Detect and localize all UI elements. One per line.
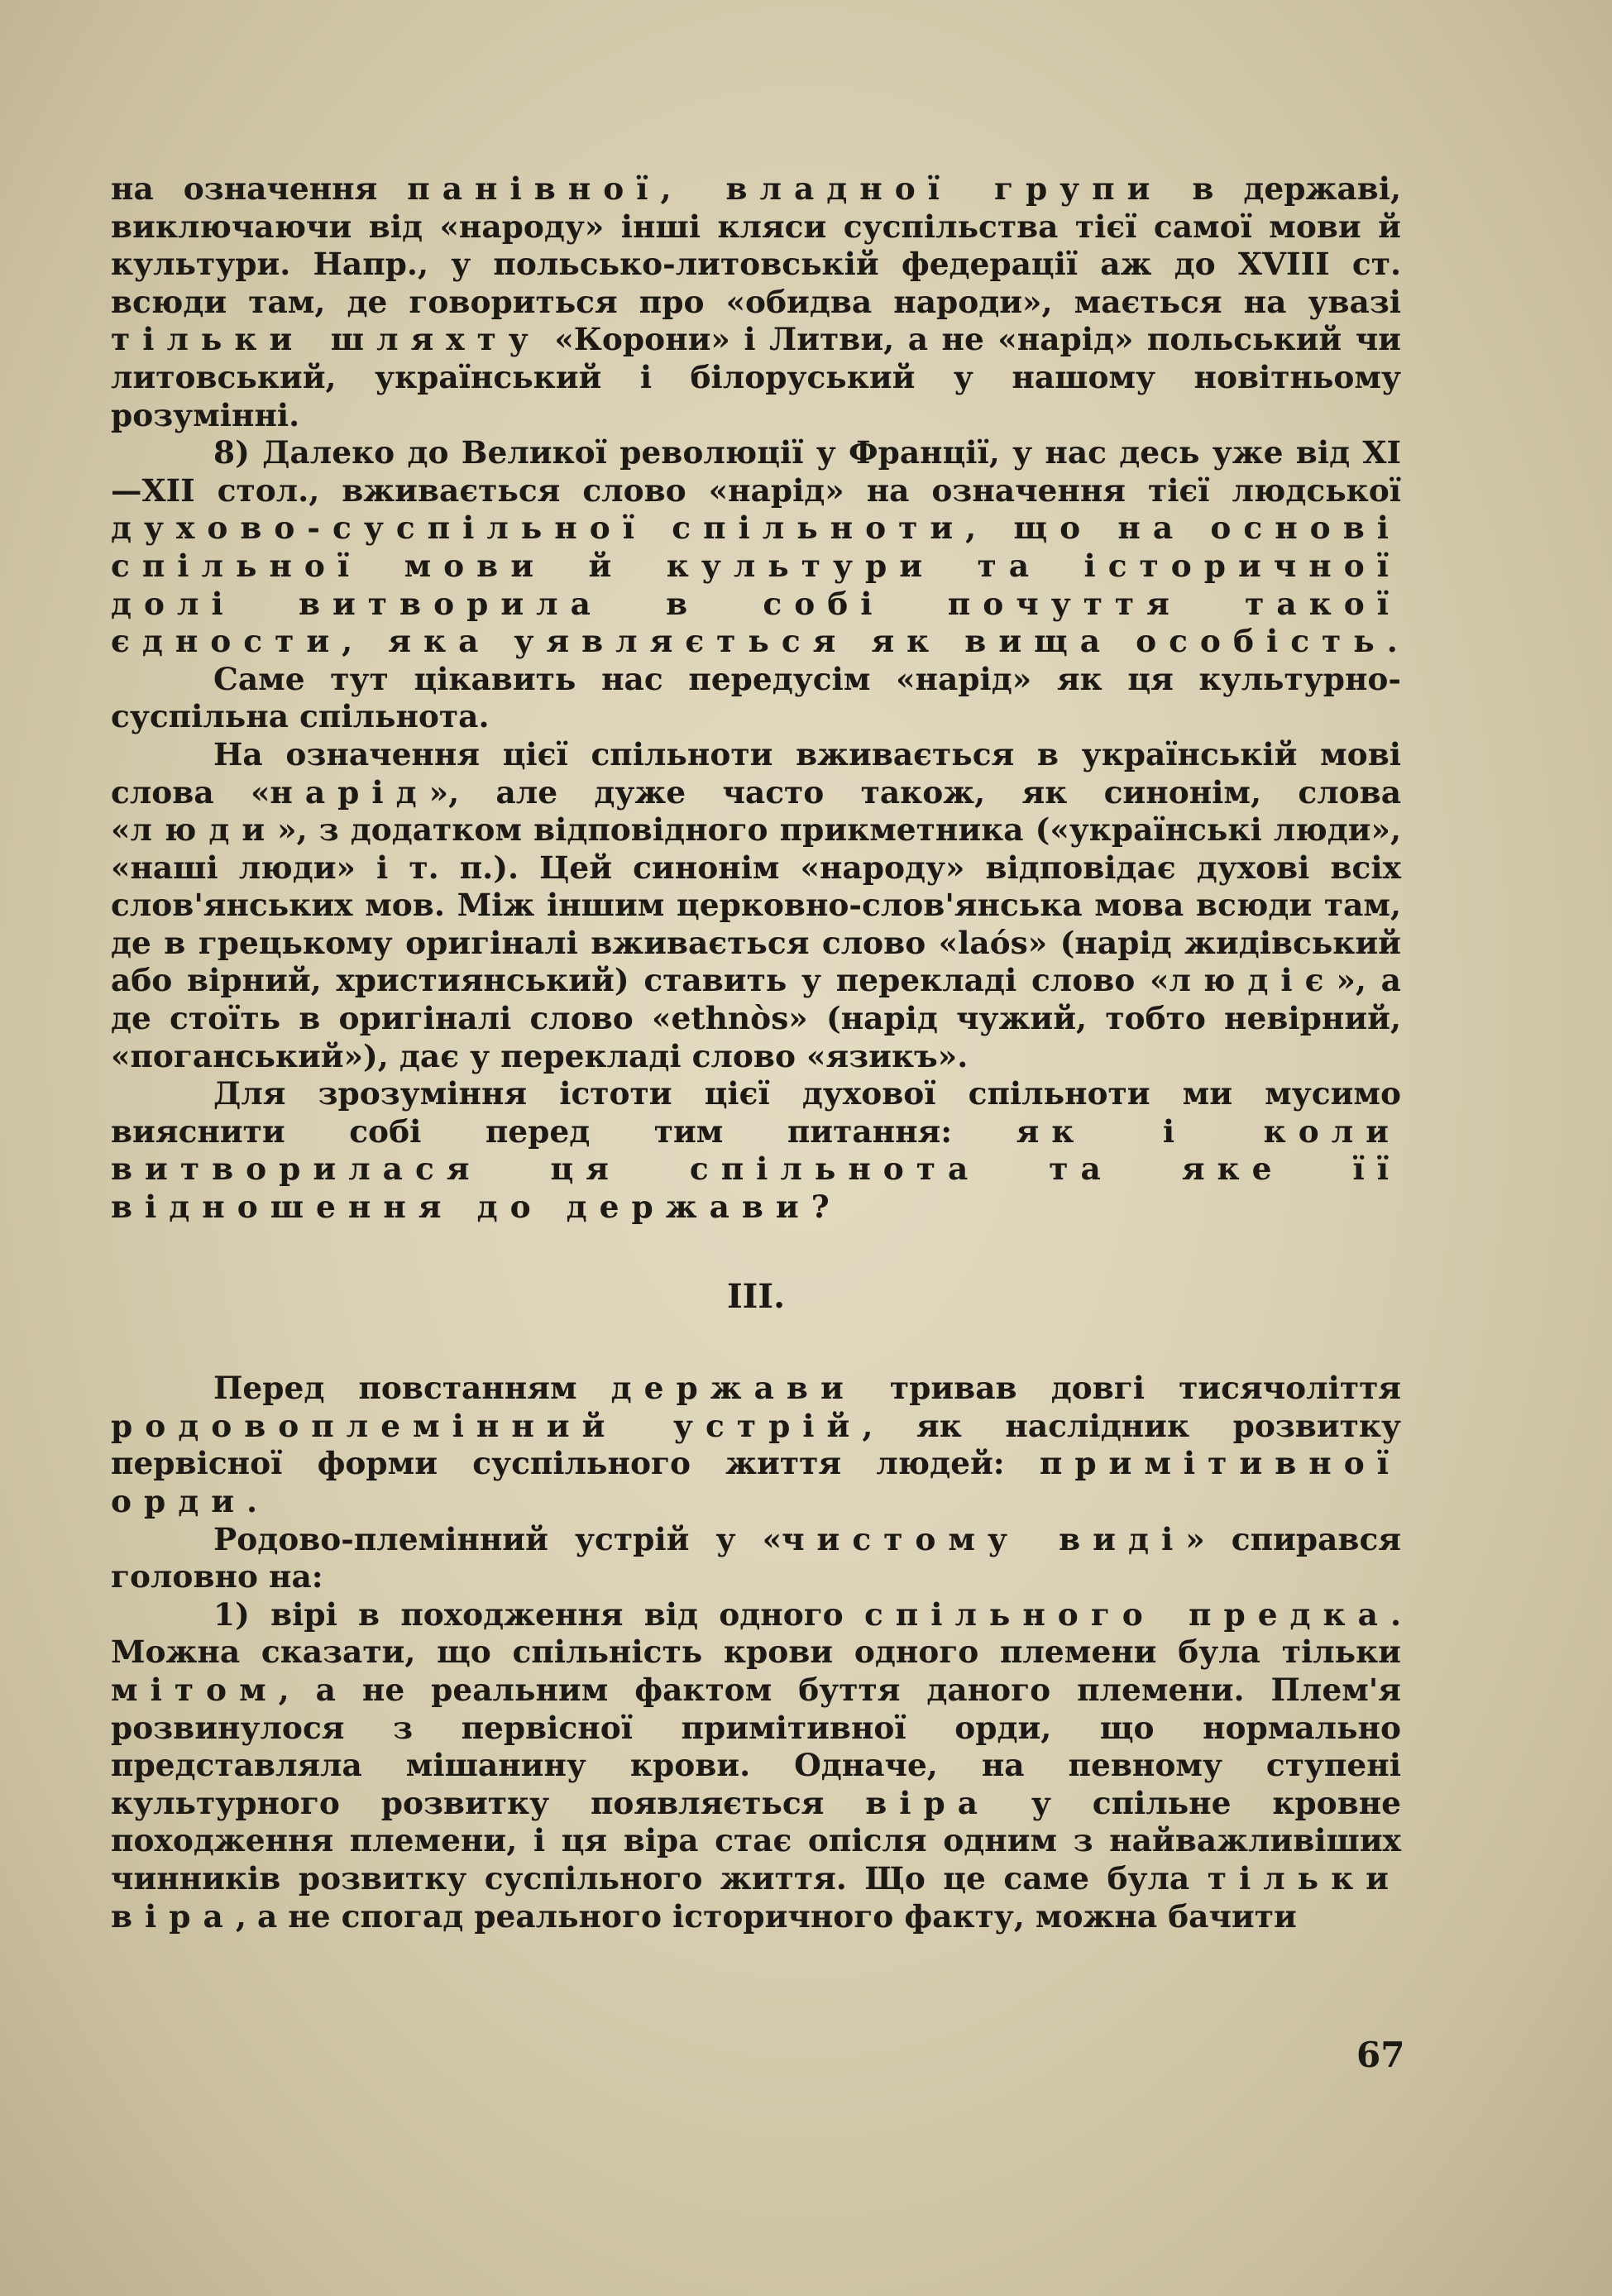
spaced-text: віра [865,1784,991,1821]
section-heading: III. [726,1276,786,1316]
paragraph-7 [111,1521,1401,1596]
page-number: 67 [1356,2035,1405,2075]
text-run: Для зрозуміння істоти цієї духової спільноти ми мусимо вияснити собі перед тим питання: [111,1075,1401,1150]
paragraph-2 [111,434,1401,661]
spaced-text: мітом [111,1671,279,1708]
spaced-text: чистому виді [782,1520,1186,1557]
spacer [111,1227,1401,1278]
paragraph-3: Саме тут цікавить нас передусім «нарід» як ця культурно-суспільна спільнота. [111,660,1401,735]
text-run: в державі, виключаючи від «народу» інші кляси суспільства тієї самої мови й культури. Напр., у польсько-литовській федерації аж до XVIII ст. всюди там, де говориться про «обидва народи», мається на увазі [111,170,1402,320]
text-run: . [1386,623,1398,660]
spaced-text: нарід [270,773,429,811]
text-run: , а не спогад реального історичного факту, можна бачити [235,1897,1297,1935]
paragraph-5 [111,1075,1401,1226]
paragraph-8 [111,1596,1401,1935]
text-run: На означення цієї спільноти вживається в українській мові слова « [111,735,1401,811]
page-body [111,170,1401,1935]
spaced-text: людіє [1169,962,1337,999]
text-run: Перед повстанням [213,1370,611,1407]
text-run: . Можна сказати, що спільність крови одного племени була тільки [111,1595,1401,1671]
spaced-text: примітивної орди [111,1445,1401,1519]
spaced-text: панівної, владної групи [407,170,1163,207]
text-run: , як наслідник розвитку первісної форми суспільного життя людей: [111,1407,1402,1482]
text-run: . [246,1483,258,1519]
text-run: », але дуже часто також, як синонім, слова « [111,773,1402,849]
text-run: , а не реальним фактом буття даного племени. Плем'я розвинулося з первісної примітивної орди, що нормально представляла мішанину крови. Одначе, на певному ступені культурного розвитку появляється [111,1671,1401,1821]
text-run: на означення [111,170,408,207]
paragraph-6 [111,1370,1401,1520]
text-run: «Корони» і Литви, а не «нарід» польський чи литовський, український і білоруський у нашому новітньому розумінні. [111,321,1401,433]
text-run: » спирався головно на: [111,1520,1402,1595]
spaced-text: спільного предка [863,1595,1390,1633]
spaced-text: тільки віра [111,1859,1401,1935]
spacer [111,1315,1401,1370]
paragraph-1 [111,170,1401,434]
text-run: 8) Далеко до Великої революції у Франції, у нас десь уже від XI—XII стол., вживається слово «нарід» на означення тієї людської [111,434,1401,509]
spaced-text: духово-суспільної спільноти, що на основі спільної мови й культури та історичної долі витворила в собі почуття такої єдности, яка уявляється як вища особість [111,509,1401,660]
spaced-text: тільки шляхту [111,321,541,358]
text-run: Родово-племінний устрій у « [213,1520,782,1557]
spaced-text: люди [130,811,278,849]
paragraph-4 [111,736,1401,1075]
text-run: », а де стоїть в оригіналі слово «ethnòs» (нарід чужий, тобто невірний, «поганський»), дає у перекладі слово «язикъ». [111,962,1401,1074]
text-run: у спільне кровне походження племени, і ця віра стає опісля одним з найважливіших чинників розвитку суспільного життя. Що це саме була [111,1784,1401,1897]
spaced-text: родовоплемінний устрій [111,1407,863,1444]
spaced-text: як і коли витворилася ця спільнота та яке її відношення до держави? [111,1112,1401,1226]
text-run: тривав довгі тисячоліття [855,1370,1402,1407]
spaced-text: держави [610,1370,856,1407]
text-run: 1) вірі в походження від одного [213,1595,864,1633]
text-run: », з додатком відповідного прикметника («українські люди», «наші люди» і т. п.). Цей синонім «народу» відповідає духові всіх слов'янських мов. Між іншим церковно-слов'янська мова всюди там, де в грецькому оригіналі вживається слово «laós» (нарід жидівський або вірний, християнський) ставить у перекладі слово « [111,811,1401,999]
